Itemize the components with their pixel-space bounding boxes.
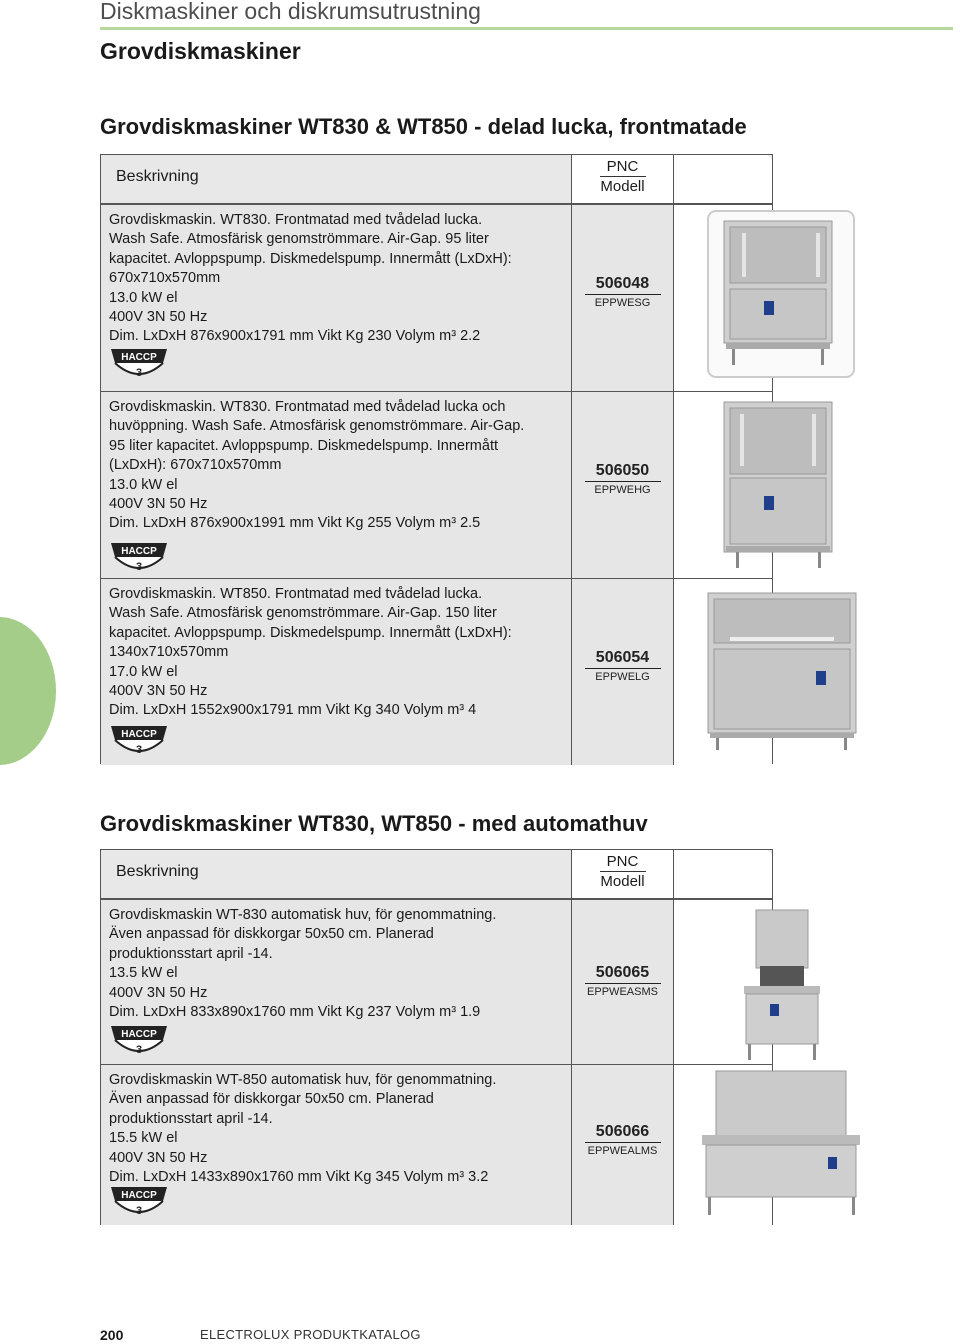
svg-text:3: 3 — [135, 561, 143, 573]
haccp-badge — [109, 539, 169, 573]
dishwasher-photo — [704, 589, 860, 753]
pnc-number: 506065 — [595, 964, 650, 981]
svg-text:3: 3 — [135, 367, 143, 379]
haccp-badge — [109, 722, 169, 756]
page-subtitle: Grovdiskmaskiner — [100, 38, 301, 64]
dishwasher-photo — [706, 398, 856, 570]
svg-text:HACCP: HACCP — [121, 352, 157, 363]
header-pnc — [572, 155, 674, 203]
model-code: EPPWESG — [594, 297, 651, 309]
dishwasher-photo — [706, 209, 856, 379]
table-header — [101, 850, 772, 899]
product-table — [100, 849, 773, 1225]
svg-text:3: 3 — [135, 1205, 143, 1217]
pnc-number: 506066 — [595, 1123, 650, 1140]
svg-text:HACCP: HACCP — [121, 1190, 157, 1201]
table-row — [101, 204, 772, 391]
section-title: Grovdiskmaskiner WT830 & WT850 - delad lucka, frontmatade — [100, 114, 747, 139]
model-code: EPPWELG — [595, 671, 650, 683]
model-code: EPPWEALMS — [587, 1145, 658, 1157]
row-description: Grovdiskmaskin WT-830 automatisk huv, för genommatning. Även anpassad för diskkorgar 50x50 cm. Planerad produktionsstart april -14. 13.5 kW el 400V 3N 50 Hz Dim. LxDxH 833x890x1760 mm Vikt Kg 237 Volym m³ 1.9 — [109, 907, 497, 1021]
row-description: Grovdiskmaskin. WT850. Frontmatad med tvådelad lucka. Wash Safe. Atmosfärisk genomströmmare. Air-Gap. 150 liter kapacitet. Avloppspump. Diskmedelspump. Innermått (LxDxH): 1340x710x570mm 17.0 kW el 400V 3N 50 Hz Dim. LxDxH 1552x900x1791 mm Vikt Kg 340 Volym m³ 4 — [109, 586, 512, 719]
header-model-label: Modell — [600, 178, 645, 195]
row-description: Grovdiskmaskin WT-850 automatisk huv, för genommatning. Även anpassad för diskkorgar 50x50 cm. Planerad produktionsstart april -14. 15.5 kW el 400V 3N 50 Hz Dim. LxDxH 1433x890x1760 mm Vikt Kg 345 Volym m³ 3.2 — [109, 1072, 497, 1186]
svg-text:3: 3 — [135, 744, 143, 756]
pnc-number: 506050 — [595, 462, 650, 479]
table-row — [101, 391, 772, 578]
table-row — [101, 899, 772, 1064]
dishwasher-photo — [696, 1069, 866, 1219]
svg-text:HACCP: HACCP — [121, 729, 157, 740]
header-description — [101, 155, 572, 203]
table-header — [101, 155, 772, 204]
model-code: EPPWEASMS — [587, 986, 658, 998]
table-row — [101, 578, 772, 765]
row-description: Grovdiskmaskin. WT830. Frontmatad med tvådelad lucka. Wash Safe. Atmosfärisk genomströmmare. Air-Gap. 95 liter kapacitet. Avloppspump. Diskmedelspump. Innermått (LxDxH): 670x710x570mm 13.0 kW el 400V 3N 50 Hz Dim. LxDxH 876x900x1791 mm Vikt Kg 230 Volym m³ 2.2 — [109, 212, 512, 345]
header-model-label: Modell — [600, 873, 645, 890]
chapter-title: Diskmaskiner och diskrumsutrustning — [100, 0, 481, 24]
svg-text:HACCP: HACCP — [121, 1029, 157, 1040]
header-pnc-label: PNC — [606, 158, 639, 175]
header-description-label: Beskrivning — [116, 863, 199, 880]
section-title: Grovdiskmaskiner WT830, WT850 - med automathuv — [100, 811, 648, 836]
pnc-number: 506054 — [595, 649, 650, 666]
product-table — [100, 154, 773, 764]
haccp-badge — [109, 1183, 169, 1217]
header-description-label: Beskrivning — [116, 168, 199, 185]
header-divider — [100, 27, 953, 30]
haccp-badge — [109, 1022, 169, 1056]
model-code: EPPWEHG — [594, 484, 651, 496]
page-number: 200 — [100, 1327, 124, 1343]
haccp-badge — [109, 345, 169, 379]
header-description — [101, 850, 572, 898]
header-pnc-label: PNC — [606, 853, 639, 870]
header-pnc — [572, 850, 674, 898]
row-description: Grovdiskmaskin. WT830. Frontmatad med tvådelad lucka och huvöppning. Wash Safe. Atmosfärisk genomströmmare. Air-Gap. 95 liter kapacitet. Avloppspump. Diskmedelspump. Innermått (LxDxH): 670x710x570mm 13.0 kW el 400V 3N 50 Hz Dim. LxDxH 876x900x1991 mm Vikt Kg 255 Volym m³ 2.5 — [109, 399, 525, 532]
pnc-number: 506048 — [595, 275, 650, 292]
table-row — [101, 1064, 772, 1225]
dishwasher-photo — [734, 908, 830, 1064]
green-circle-decoration — [0, 617, 56, 765]
footer-brand: ELECTROLUX PRODUKTKATALOG — [200, 1327, 421, 1342]
svg-text:HACCP: HACCP — [121, 546, 157, 557]
svg-text:3: 3 — [135, 1044, 143, 1056]
